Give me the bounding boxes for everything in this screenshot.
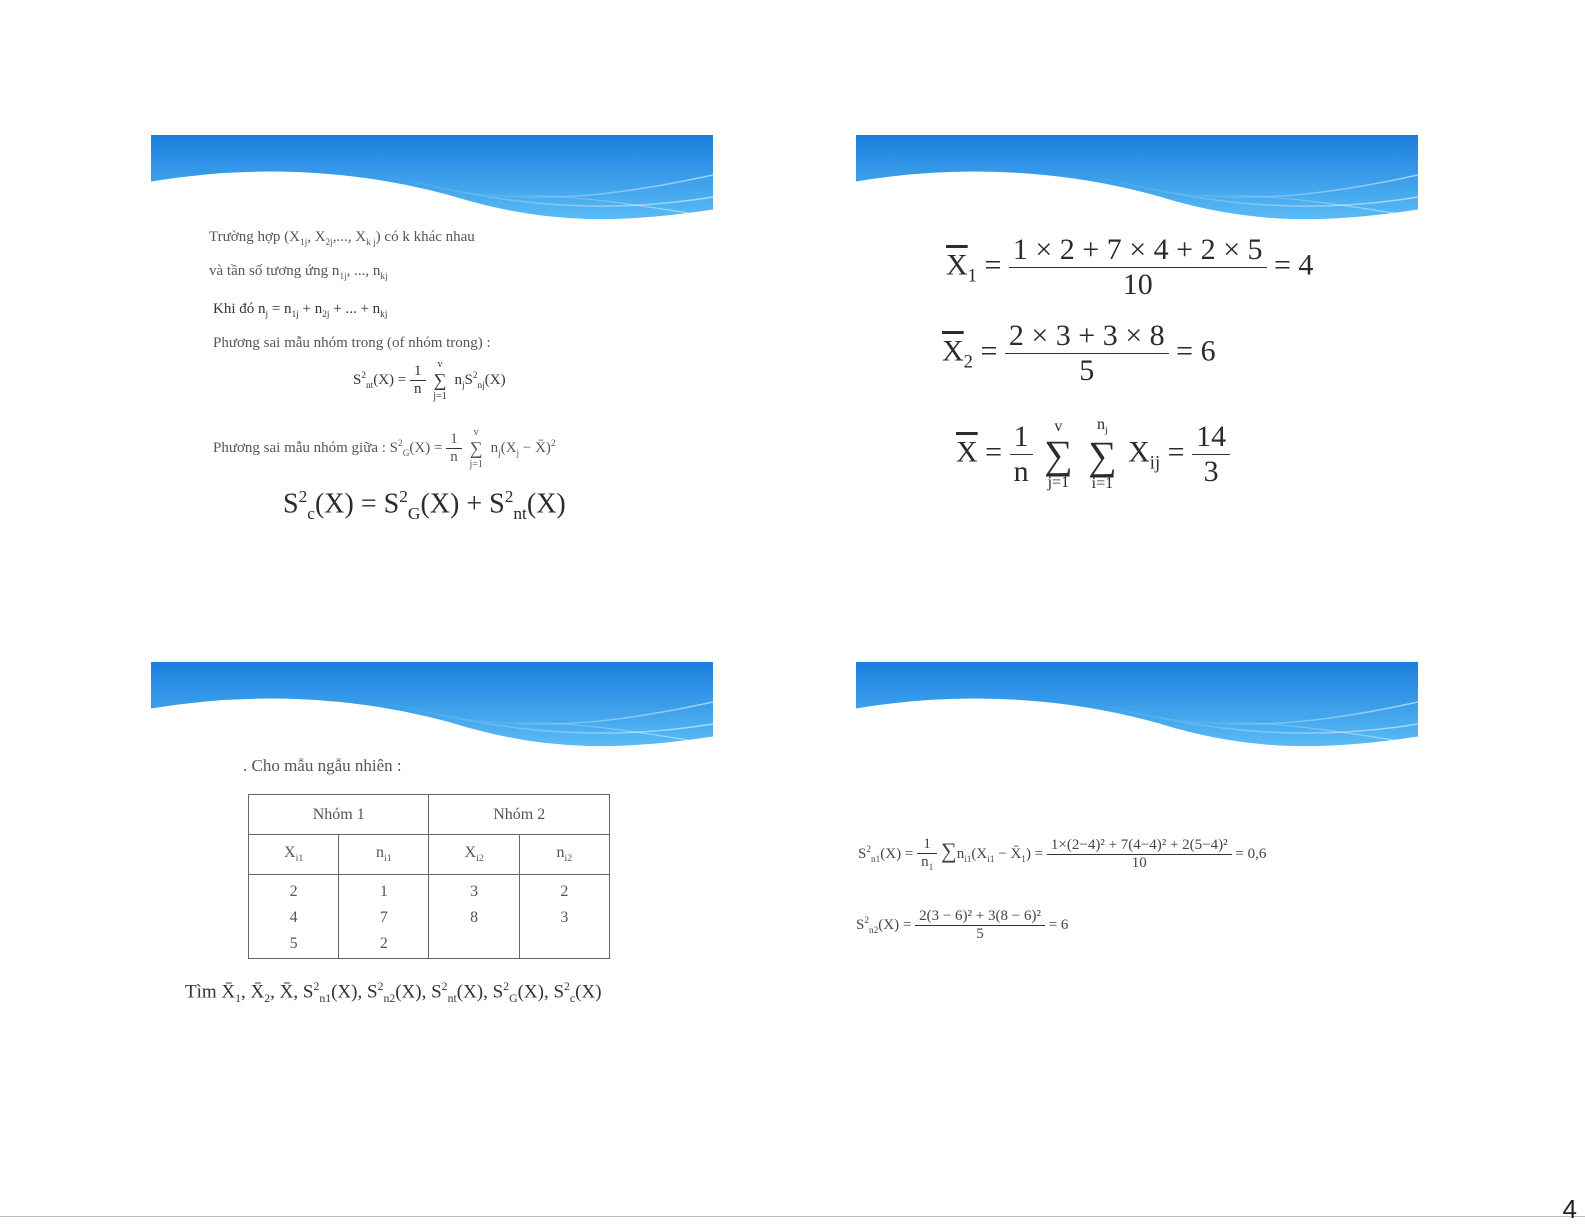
cell: 2 xyxy=(289,883,298,900)
cell: 8 xyxy=(470,909,479,926)
sub: j xyxy=(1104,425,1108,437)
text: (X) xyxy=(526,488,566,520)
text: X xyxy=(284,844,296,862)
text: (X) + S xyxy=(420,488,505,520)
between-variance-line xyxy=(213,427,556,470)
sub: 2j xyxy=(322,310,330,320)
text: n xyxy=(956,845,965,862)
col-values xyxy=(429,875,519,959)
sub: i2 xyxy=(564,853,573,865)
text: = n xyxy=(268,301,292,317)
sum-bottom: i=1 xyxy=(1091,475,1114,493)
text: (X) xyxy=(484,371,506,388)
text: X xyxy=(464,844,477,862)
text: n xyxy=(454,371,462,388)
numerator: 1 xyxy=(1010,420,1033,455)
sub: i1 xyxy=(987,854,995,865)
frequency-line xyxy=(209,263,388,282)
text: Phương sai mẫu nhóm trong (of nhóm trong) : xyxy=(213,335,491,351)
sub: nj xyxy=(477,380,485,391)
sup: 2 xyxy=(313,980,320,993)
then-line xyxy=(213,301,387,320)
text: (X) = xyxy=(878,916,912,933)
sum-top: v xyxy=(473,427,479,438)
sub: 1 xyxy=(1021,854,1026,865)
sub: k j xyxy=(366,238,376,248)
text: , X̄ xyxy=(241,981,265,1003)
mean-x2-formula xyxy=(942,319,1216,388)
sub: 2j xyxy=(325,238,333,248)
sup: 2 xyxy=(866,844,871,855)
grand-mean-formula xyxy=(956,417,1230,492)
find-line xyxy=(185,980,602,1006)
cell: 4 xyxy=(289,909,298,926)
sub: i2 xyxy=(476,853,484,865)
sub: n1 xyxy=(319,992,332,1006)
text: S xyxy=(856,916,865,933)
text: S xyxy=(353,371,362,388)
sum-bottom: j=1 xyxy=(1047,473,1070,491)
sub: i1 xyxy=(384,853,392,865)
text: (X) = xyxy=(880,845,914,862)
numerator: 1 xyxy=(446,431,462,449)
fraction xyxy=(915,908,1045,943)
text: − X̄ xyxy=(994,845,1022,862)
sub: ij xyxy=(1149,452,1161,474)
sum-bottom: j=1 xyxy=(469,459,483,470)
sup: 2 xyxy=(564,980,570,993)
text: n xyxy=(376,844,385,862)
sub: nt xyxy=(513,503,527,523)
sub: 1 xyxy=(235,992,242,1006)
fraction xyxy=(1010,420,1033,489)
numerator: 14 xyxy=(1192,420,1230,455)
denominator: 10 xyxy=(1131,855,1147,871)
fraction xyxy=(1047,837,1232,872)
sub: 1j xyxy=(339,272,347,282)
sub: G xyxy=(402,448,410,459)
sub: n2 xyxy=(869,925,879,936)
text: X xyxy=(1128,435,1150,469)
sample-table xyxy=(248,794,610,959)
text: S xyxy=(464,371,473,388)
sup: 2 xyxy=(399,487,408,506)
sup: 2 xyxy=(398,438,403,449)
text: = 4 xyxy=(1274,248,1314,282)
variance-n1-formula xyxy=(858,836,1266,873)
text: ) = xyxy=(1025,845,1044,862)
slide-4 xyxy=(856,662,1426,1082)
sup: 2 xyxy=(361,370,366,381)
sub: 1 xyxy=(928,863,934,873)
numerator: 1 xyxy=(410,363,426,381)
sigma: ∑ xyxy=(1088,433,1117,479)
sup: 2 xyxy=(377,980,384,993)
text: (X), S xyxy=(395,981,442,1003)
group2-header: Nhóm 2 xyxy=(429,795,610,835)
numerator: 1 × 2 + 7 × 4 + 2 × 5 xyxy=(1009,233,1267,268)
denominator: 5 xyxy=(976,926,984,942)
text: , ..., n xyxy=(346,263,381,279)
denominator: 3 xyxy=(1203,455,1219,489)
slide-2 xyxy=(856,135,1418,555)
cell: 2 xyxy=(560,883,569,900)
within-variance-formula xyxy=(353,359,506,402)
text: S xyxy=(858,845,867,862)
col-values xyxy=(519,875,609,959)
denominator: 10 xyxy=(1122,268,1153,301)
sub: kj xyxy=(380,310,388,320)
text: ,..., X xyxy=(332,229,367,245)
sub: 2 xyxy=(264,992,271,1006)
numerator: 2 × 3 + 3 × 8 xyxy=(1005,319,1169,354)
denominator: n xyxy=(921,854,929,870)
text: $\overline{X}$ xyxy=(942,334,964,368)
cell: 3 xyxy=(560,909,569,926)
numerator: 1 xyxy=(917,836,937,854)
text: , X xyxy=(307,229,326,245)
sum-symbol xyxy=(1084,417,1121,492)
sub: i1 xyxy=(295,853,304,865)
sup: 2 xyxy=(864,915,869,926)
denominator: 5 xyxy=(1079,354,1095,387)
text: Khi đó n xyxy=(213,301,266,317)
text: = xyxy=(985,435,1003,469)
within-variance-label xyxy=(213,335,491,352)
sigma: ∑ xyxy=(1044,431,1073,477)
sub: j xyxy=(461,380,465,391)
text: (X) xyxy=(575,981,602,1003)
text: = xyxy=(984,248,1002,282)
text: − X̄) xyxy=(519,439,551,456)
sub: c xyxy=(307,503,315,523)
text: $\overline{X}$ xyxy=(946,248,968,282)
footer-rule xyxy=(0,1216,1585,1217)
sub: c xyxy=(569,992,576,1006)
sigma: ∑ xyxy=(941,837,957,863)
col-header xyxy=(249,835,339,875)
fraction xyxy=(1009,233,1267,302)
sample-intro xyxy=(243,756,402,776)
text: + n xyxy=(298,301,323,317)
denominator: n xyxy=(414,381,422,397)
sub: nt xyxy=(366,380,374,391)
sup: 2 xyxy=(503,980,510,993)
text: và tần số tương ứng n xyxy=(209,263,340,279)
text: ) có k khác nhau xyxy=(375,229,475,245)
cell: 5 xyxy=(289,935,298,952)
sum-top: n xyxy=(1096,416,1105,433)
slide-1 xyxy=(151,135,713,555)
text: $\overline{X}$ xyxy=(956,435,978,469)
text: (X) = S xyxy=(314,488,400,520)
text: (X xyxy=(500,439,517,456)
text: (X), S xyxy=(517,981,565,1003)
text: . Cho mẫu ngẫu nhiên : xyxy=(243,756,402,775)
page-number: 4 xyxy=(1562,1194,1577,1224)
sum-symbol xyxy=(429,359,450,402)
sum-symbol xyxy=(465,427,486,470)
sub: n2 xyxy=(383,992,396,1006)
sub: j xyxy=(516,448,520,459)
text: Trường hợp (X xyxy=(209,229,300,245)
table-row xyxy=(249,875,610,959)
sub: j xyxy=(265,310,269,320)
denominator: n xyxy=(450,449,458,465)
text: = 0,6 xyxy=(1235,845,1267,862)
sigma: ∑ xyxy=(433,370,447,390)
sub: j xyxy=(498,448,501,459)
fraction xyxy=(446,431,462,466)
sum-top: v xyxy=(437,359,443,370)
text: n xyxy=(490,439,499,456)
fraction xyxy=(1192,420,1230,489)
sup: 2 xyxy=(472,370,478,381)
col-header xyxy=(429,835,519,875)
sub: 1 xyxy=(967,265,977,287)
sub: n1 xyxy=(871,854,881,865)
numerator: 2(3 − 6)² + 3(8 − 6)² xyxy=(915,908,1045,926)
sub: 1j xyxy=(299,238,308,248)
sub: G xyxy=(509,992,518,1006)
variance-decomposition-formula xyxy=(283,487,566,524)
sub: 1j xyxy=(291,310,299,320)
text: (X) = xyxy=(373,371,407,388)
text: = 6 xyxy=(1048,916,1069,933)
text: (X), S xyxy=(331,981,378,1003)
fraction xyxy=(917,836,937,873)
sub: 2 xyxy=(963,351,973,373)
text: + ... + n xyxy=(329,301,381,317)
sub: i1 xyxy=(964,854,972,865)
text: S xyxy=(283,488,299,520)
sigma: ∑ xyxy=(469,438,483,458)
mean-x1-formula xyxy=(946,233,1313,302)
text: (X xyxy=(971,845,988,862)
sup: 2 xyxy=(298,487,308,506)
slide-3 xyxy=(151,662,713,1082)
sup: 2 xyxy=(441,980,448,993)
cell: 1 xyxy=(379,883,388,900)
text: (X) = xyxy=(409,439,443,456)
group1-header: Nhóm 1 xyxy=(249,795,429,835)
text: Phương sai mẫu nhóm giữa : S xyxy=(213,439,399,456)
case-line xyxy=(209,229,475,248)
cell: 3 xyxy=(470,883,479,900)
col-values xyxy=(249,875,339,959)
sup: 2 xyxy=(550,438,556,449)
text: = 6 xyxy=(1176,334,1216,368)
text: Tìm X̄ xyxy=(185,981,236,1003)
sup: 2 xyxy=(504,487,514,506)
sub: nt xyxy=(447,992,457,1006)
sum-top: v xyxy=(1054,417,1063,435)
numerator: 1×(2−4)² + 7(4−4)² + 2(5−4)² xyxy=(1047,837,1232,855)
text: = xyxy=(980,334,998,368)
text: = xyxy=(1167,435,1185,469)
fraction xyxy=(410,363,426,398)
sum-symbol xyxy=(1040,419,1077,491)
col-values xyxy=(339,875,429,959)
sub: G xyxy=(407,503,421,523)
sub: kj xyxy=(380,272,388,282)
text: , X̄, S xyxy=(270,981,314,1003)
fraction xyxy=(1005,319,1169,388)
col-header xyxy=(519,835,609,875)
cell: 2 xyxy=(379,935,388,952)
denominator: n xyxy=(1013,455,1029,489)
sum-bottom: j=1 xyxy=(433,391,447,402)
variance-n2-formula xyxy=(856,908,1068,943)
cell: 7 xyxy=(379,909,388,926)
text: n xyxy=(556,844,565,862)
text: (X), S xyxy=(456,981,504,1003)
col-header xyxy=(339,835,429,875)
